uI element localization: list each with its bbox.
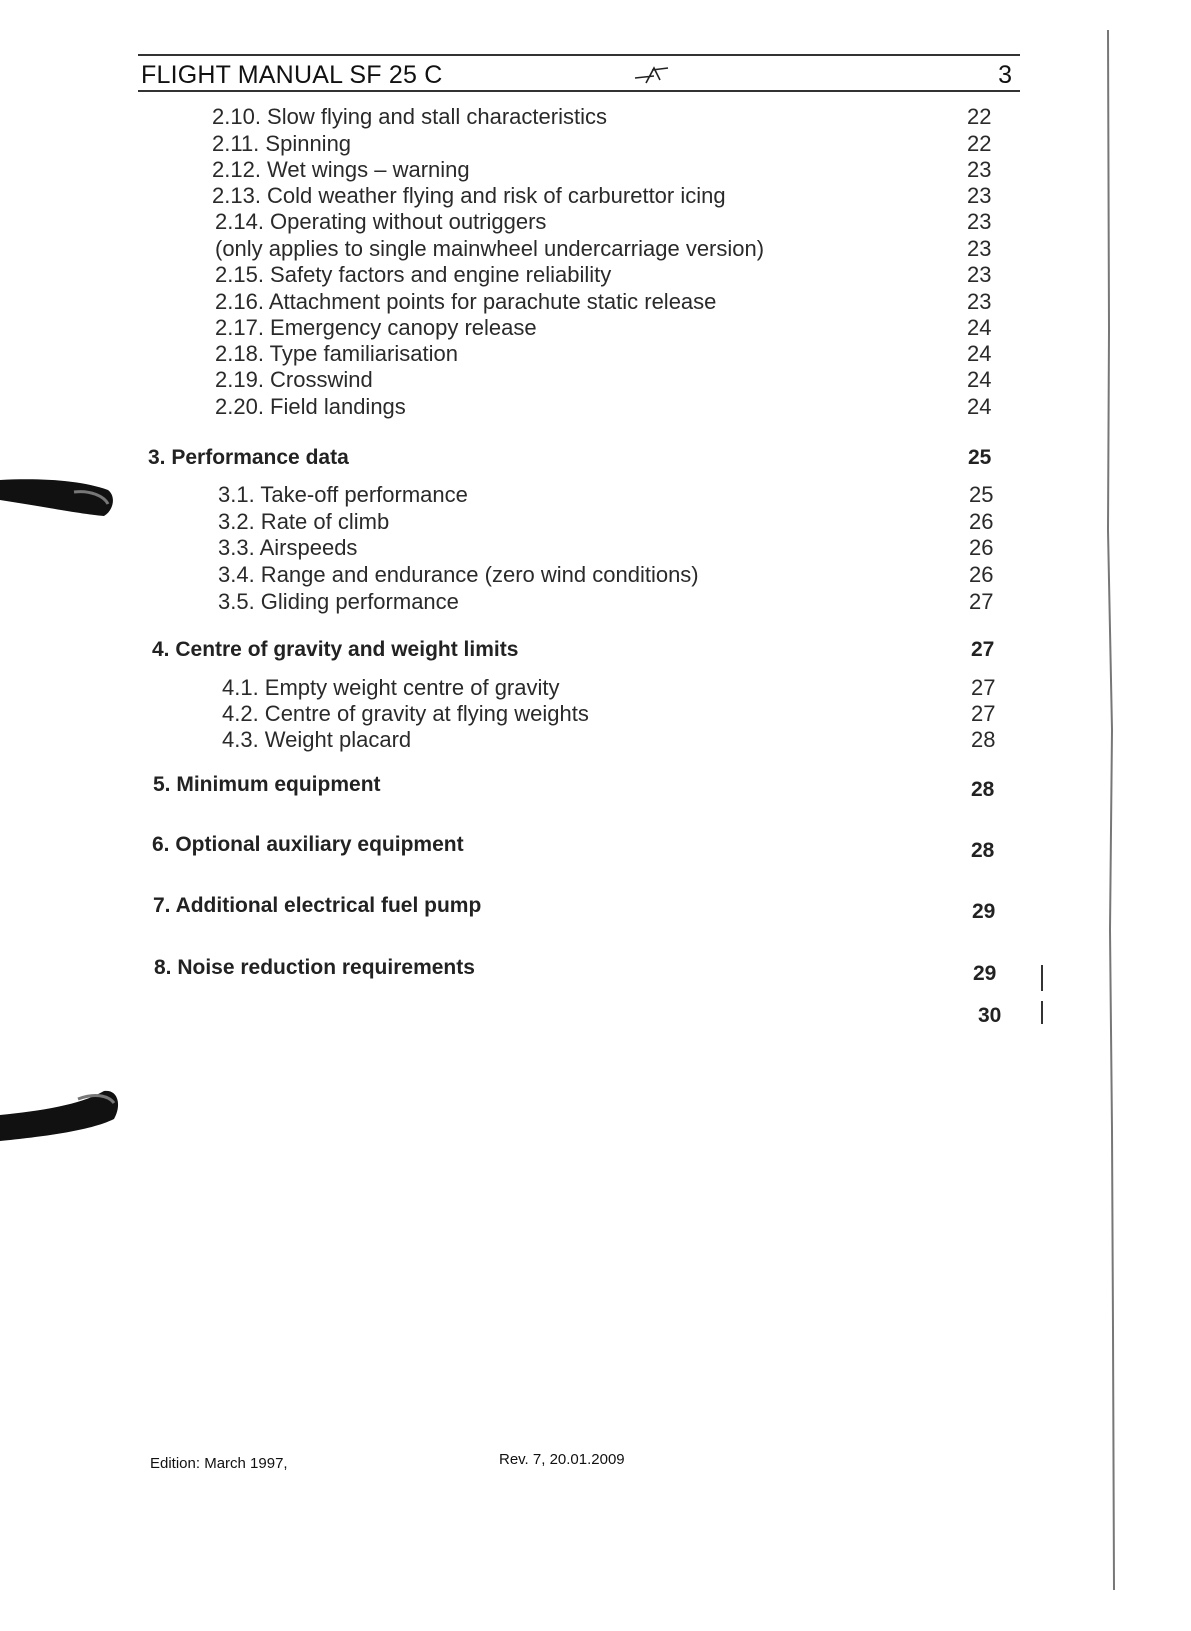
- toc-section-page: 25: [968, 446, 992, 469]
- toc-entry-title: 3.4. Range and endurance (zero wind conditions): [218, 562, 699, 587]
- toc-section-title: 3. Performance data: [148, 446, 349, 469]
- footer-revision: Rev. 7, 20.01.2009: [499, 1451, 625, 1468]
- toc-entry-title: 2.12. Wet wings – warning: [212, 157, 470, 182]
- revision-change-bar: [1041, 1001, 1043, 1024]
- toc-entry-title: 2.13. Cold weather flying and risk of carburettor icing: [212, 183, 726, 208]
- toc-section-title: 4. Centre of gravity and weight limits: [152, 638, 519, 661]
- toc-entry-title: 2.18. Type familiarisation: [215, 341, 458, 366]
- toc-entry-title: 2.11. Spinning: [212, 131, 352, 156]
- toc-entry-page: 23: [967, 236, 992, 261]
- toc-entry-page: 23: [967, 183, 992, 208]
- toc-entry-page: 22: [967, 131, 992, 156]
- manual-title: FLIGHT MANUAL SF 25 C: [141, 61, 443, 89]
- binder-ring-icon: [0, 1085, 122, 1147]
- toc-entry-page: 24: [967, 341, 992, 366]
- toc-entry-page: 26: [969, 535, 994, 560]
- toc-entry-page: 23: [967, 157, 992, 182]
- toc-entry-title: 4.2. Centre of gravity at flying weights: [222, 701, 589, 726]
- toc-entry-title: 2.14. Operating without outriggers: [215, 209, 547, 234]
- toc-entry-title: 2.15. Safety factors and engine reliability: [215, 262, 612, 287]
- toc-entry-page: 26: [969, 562, 994, 587]
- toc-entry-page: 26: [969, 509, 994, 534]
- toc-section-page: 27: [971, 638, 995, 661]
- toc-section-page: 29: [972, 900, 996, 923]
- toc-entry-page: 24: [967, 367, 992, 392]
- toc-entry-title: 3.5. Gliding performance: [218, 589, 459, 614]
- toc-entry-title: 4.1. Empty weight centre of gravity: [222, 675, 560, 700]
- toc-entry-title: 4.3. Weight placard: [222, 727, 412, 752]
- toc-section-title: 6. Optional auxiliary equipment: [152, 833, 464, 856]
- toc-entry-title: 2.16. Attachment points for parachute static release: [215, 289, 717, 314]
- toc-entry-page: 27: [971, 701, 996, 726]
- page-edge-line: [1104, 30, 1116, 1590]
- toc-entry-title: 2.19. Crosswind: [215, 367, 373, 392]
- toc-entry-page: 28: [971, 727, 996, 752]
- toc-entry-page: 24: [967, 315, 992, 340]
- extra-page-number: 30: [978, 1004, 1002, 1027]
- footer-edition: Edition: March 1997,: [150, 1455, 288, 1472]
- binder-ring-icon: [0, 470, 120, 528]
- page-header: [138, 54, 1020, 92]
- toc-entry-page: 23: [967, 289, 992, 314]
- toc-section-title: 7. Additional electrical fuel pump: [153, 894, 482, 917]
- toc-section-title: 8. Noise reduction requirements: [154, 956, 475, 979]
- toc-section-page: 29: [973, 962, 997, 985]
- toc-section-page: 28: [971, 778, 995, 801]
- toc-entry-page: 22: [967, 104, 992, 129]
- toc-entry-page: 27: [971, 675, 996, 700]
- toc-section-page: 28: [971, 839, 995, 862]
- toc-entry-page: 25: [969, 482, 994, 507]
- page-number: 3: [998, 61, 1012, 89]
- toc-entry-title: 2.17. Emergency canopy release: [215, 315, 537, 340]
- toc-entry-page: 23: [967, 209, 992, 234]
- toc-entry-title: 3.3. Airspeeds: [218, 535, 358, 560]
- toc-entry-title: 3.2. Rate of climb: [218, 509, 390, 534]
- revision-change-bar: [1041, 965, 1043, 991]
- toc-entry-title: 2.10. Slow flying and stall characteristics: [212, 104, 607, 129]
- scheibe-logo-icon: [632, 64, 672, 86]
- toc-entry-page: 27: [969, 589, 994, 614]
- toc-section-title: 5. Minimum equipment: [153, 773, 381, 796]
- toc-entry-title: 3.1. Take-off performance: [218, 482, 468, 507]
- toc-entry-title: 2.20. Field landings: [215, 394, 406, 419]
- toc-entry-page: 23: [967, 262, 992, 287]
- toc-entry-title: (only applies to single mainwheel undercarriage version): [215, 236, 765, 261]
- toc-entry-page: 24: [967, 394, 992, 419]
